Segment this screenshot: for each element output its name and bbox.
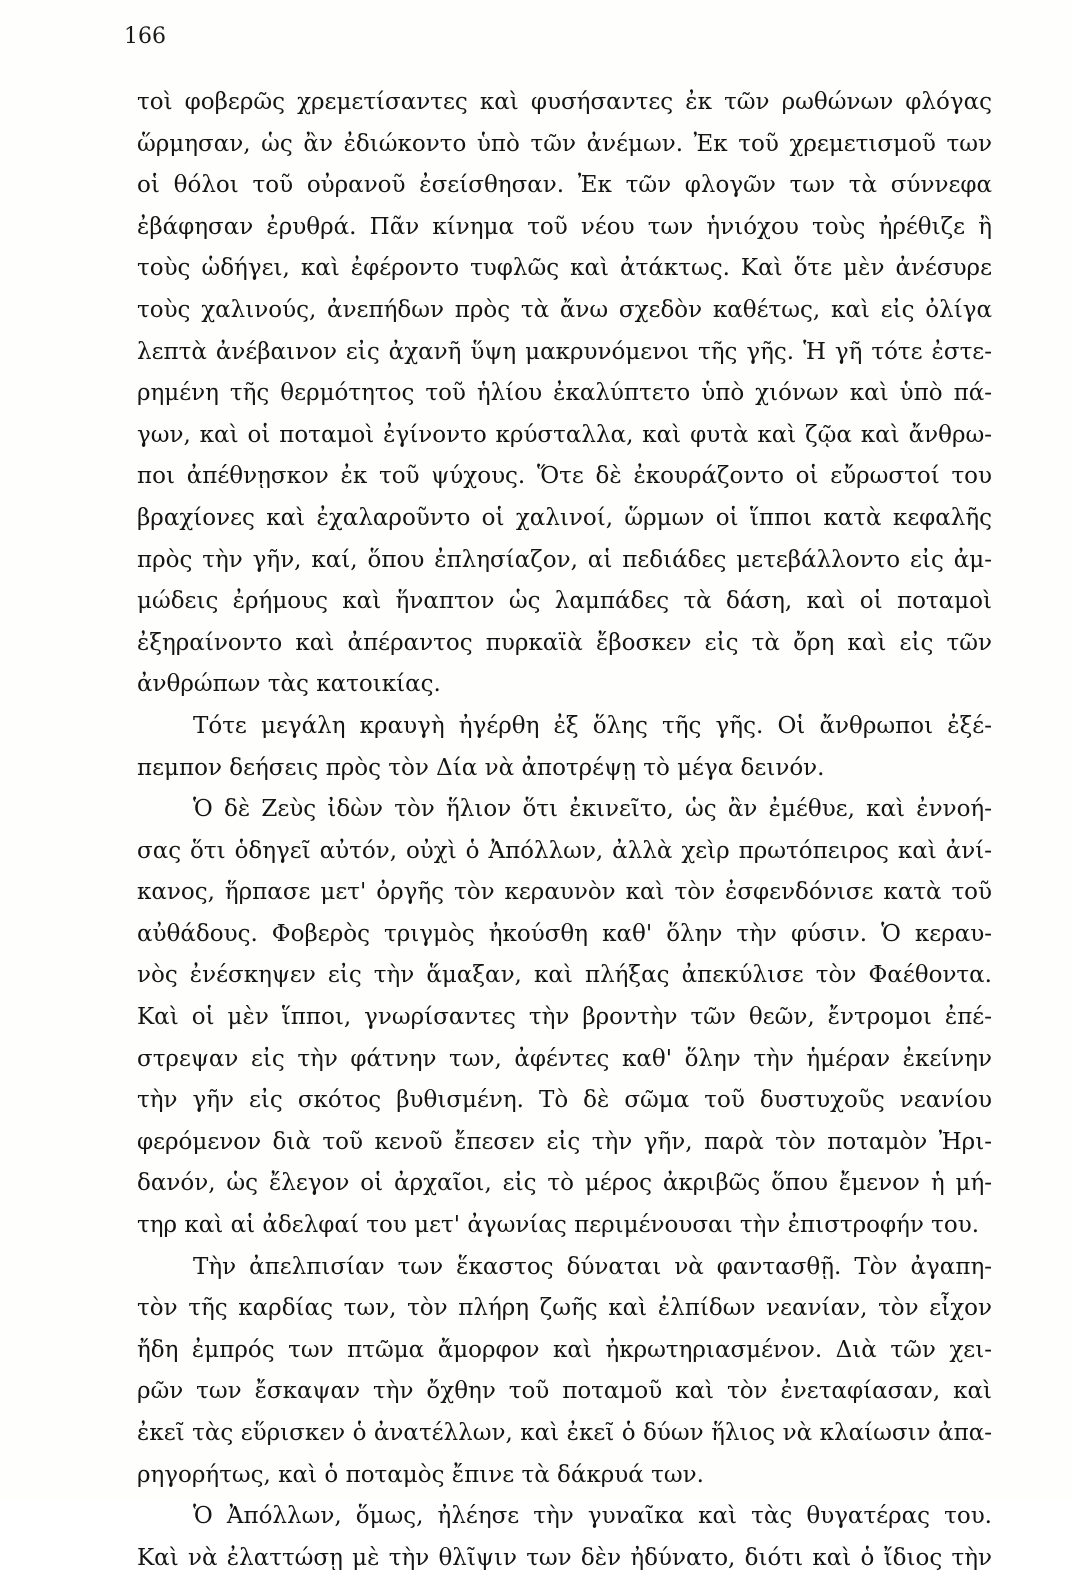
text-line: ἐκεῖ τὰς εὕρισκεν ὁ ἀνατέλλων, καὶ ἐκεῖ ὁ δύων ἥλιος νὰ κλαίωσιν ἀπα-: [137, 1420, 992, 1446]
text-line: βραχίονες καὶ ἐχαλαροῦντο οἱ χαλινοί, ὥρμων οἱ ἵπποι κατὰ κεφαλῆς: [137, 504, 992, 531]
text-line: τοὺς χαλινούς, ἀνεπήδων πρὸς τὰ ἄνω σχεδὸν καθέτως, καὶ εἰς ὀλίγα: [137, 296, 992, 323]
text-line: Ὁ δὲ Ζεὺς ἰδὼν τὸν ἥλιον ὅτι ἐκινεῖτο, ὡς ἂν ἐμέθυε, καὶ ἐννοή-: [193, 796, 992, 823]
text-line: σας ὅτι ὁδηγεῖ αὐτόν, οὐχὶ ὁ Ἀπόλλων, ἀλλὰ χεὶρ πρωτόπειρος καὶ ἀνί-: [137, 837, 992, 864]
page-number: 166: [124, 24, 166, 49]
text-line: στρεψαν εἰς τὴν φάτνην των, ἀφέντες καθ' ὅλην τὴν ἡμέραν ἐκείνην: [137, 1045, 992, 1072]
text-line: τοὶ φοβερῶς χρεμετίσαντες καὶ φυσήσαντες ἐκ τῶν ρωθώνων φλόγας: [137, 89, 992, 115]
text-line: νὸς ἐνέσκηψεν εἰς τὴν ἅμαξαν, καὶ πλήξας ἀπεκύλισε τὸν Φαέθοντα.: [137, 962, 992, 989]
text-line: δανόν, ὡς ἔλεγον οἱ ἀρχαῖοι, εἰς τὸ μέρος ἀκριβῶς ὅπου ἔμενον ἡ μή-: [137, 1170, 992, 1197]
text-line: Τότε μεγάλη κραυγὴ ἠγέρθη ἐξ ὅλης τῆς γῆς. Οἱ ἄνθρωποι ἐξέ-: [193, 712, 992, 739]
text-line: Τὴν ἀπελπισίαν των ἕκαστος δύναται νὰ φαντασθῇ. Τὸν ἀγαπη-: [193, 1253, 992, 1280]
text-line: ἐξηραίνοντο καὶ ἀπέραντος πυρκαϊὰ ἔβοσκεν εἰς τὰ ὄρη καὶ εἰς τῶν: [137, 629, 992, 656]
text-line: ἀνθρώπων τὰς κατοικίας.: [137, 671, 441, 698]
text-line: ἤδη ἐμπρός των πτῶμα ἄμορφον καὶ ἠκρωτηριασμένον. Διὰ τῶν χει-: [137, 1336, 992, 1363]
text-line: ἐβάφησαν ἐρυθρά. Πᾶν κίνημα τοῦ νέου των ἡνιόχου τοὺς ἠρέθιζε ἢ: [137, 213, 992, 240]
text-line: Ὁ Ἀπόλλων, ὅμως, ἠλέησε τὴν γυναῖκα καὶ τὰς θυγατέρας του.: [193, 1503, 992, 1530]
text-line: τοὺς ὡδήγει, καὶ ἐφέροντο τυφλῶς καὶ ἀτάκτως. Καὶ ὅτε μὲν ἀνέσυρε: [137, 255, 992, 282]
text-line: πρὸς τὴν γῆν, καί, ὅπου ἐπλησίαζον, αἱ πεδιάδες μετεβάλλοντο εἰς ἀμ-: [137, 546, 992, 573]
body-text: [137, 82, 992, 1579]
text-line: οἱ θόλοι τοῦ οὐρανοῦ ἐσείσθησαν. Ἐκ τῶν φλογῶν των τὰ σύννεφα: [137, 172, 992, 199]
text-line: αὐθάδους. Φοβερὸς τριγμὸς ἠκούσθη καθ' ὅλην τὴν φύσιν. Ὁ κεραυ-: [137, 920, 992, 947]
text-line: μώδεις ἐρήμους καὶ ἥναπτον ὡς λαμπάδες τὰ δάση, καὶ οἱ ποταμοὶ: [137, 588, 992, 615]
text-line: Καὶ νὰ ἐλαττώσῃ μὲ τὴν θλῖψιν των δὲν ἠδύνατο, διότι καὶ ὁ ἴδιος τὴν: [137, 1544, 992, 1571]
text-line: ὥρμησαν, ὡς ἂν ἐδιώκοντο ὑπὸ τῶν ἀνέμων. Ἐκ τοῦ χρεμετισμοῦ των: [137, 130, 992, 157]
text-line: κανος, ἥρπασε μετ' ὀργῆς τὸν κεραυνὸν καὶ τὸν ἐσφενδόνισε κατὰ τοῦ: [137, 879, 992, 906]
text-line: ποι ἀπέθνῃσκον ἐκ τοῦ ψύχους. Ὅτε δὲ ἐκουράζοντο οἱ εὔρωστοί του: [137, 463, 992, 490]
text-line: λεπτὰ ἀνέβαινον εἰς ἀχανῆ ὕψη μακρυνόμενοι τῆς γῆς. Ἡ γῆ τότε ἐστε-: [137, 338, 992, 365]
text-line: τηρ καὶ αἱ ἀδελφαί του μετ' ἀγωνίας περιμένουσαι τὴν ἐπιστροφήν του.: [137, 1212, 980, 1239]
text-line: ρῶν των ἔσκαψαν τὴν ὄχθην τοῦ ποταμοῦ καὶ τὸν ἐνεταφίασαν, καὶ: [137, 1378, 992, 1405]
text-line: τὸν τῆς καρδίας των, τὸν πλήρη ζωῆς καὶ ἐλπίδων νεανίαν, τὸν εἶχον: [137, 1295, 992, 1322]
text-line: Καὶ οἱ μὲν ἵπποι, γνωρίσαντες τὴν βροντὴν τῶν θεῶν, ἔντρομοι ἐπέ-: [137, 1004, 992, 1031]
text-line: πεμπον δεήσεις πρὸς τὸν Δία νὰ ἀποτρέψῃ τὸ μέγα δεινόν.: [137, 754, 825, 781]
text-line: τὴν γῆν εἰς σκότος βυθισμένη. Τὸ δὲ σῶμα τοῦ δυστυχοῦς νεανίου: [137, 1087, 992, 1114]
text-line: γων, καὶ οἱ ποταμοὶ ἐγίνοντο κρύσταλλα, καὶ φυτὰ καὶ ζῷα καὶ ἄνθρω-: [137, 421, 992, 448]
text-line: ρηγορήτως, καὶ ὁ ποταμὸς ἔπινε τὰ δάκρυά των.: [137, 1461, 704, 1488]
text-line: φερόμενον διὰ τοῦ κενοῦ ἔπεσεν εἰς τὴν γῆν, παρὰ τὸν ποταμὸν Ἠρι-: [137, 1128, 992, 1155]
text-line: ρημένη τῆς θερμότητος τοῦ ἡλίου ἐκαλύπτετο ὑπὸ χιόνων καὶ ὑπὸ πά-: [137, 380, 992, 407]
